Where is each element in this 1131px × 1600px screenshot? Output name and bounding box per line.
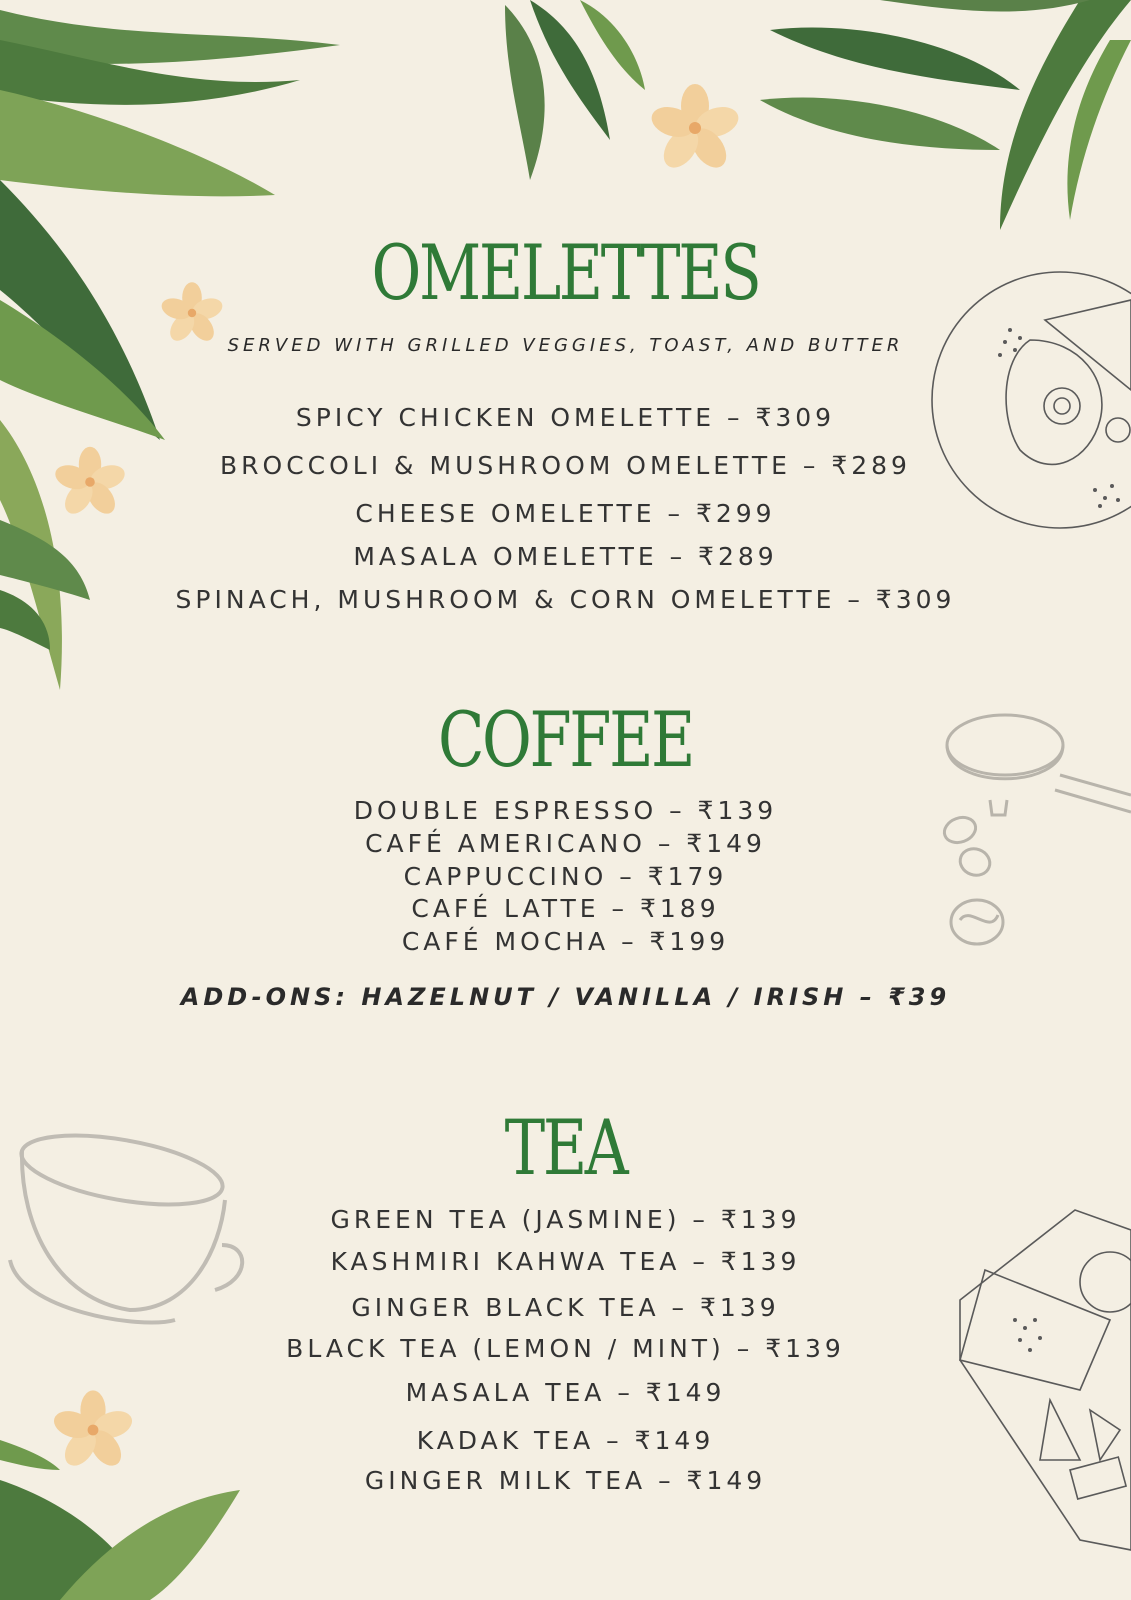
menu-item: CHEESE OMELETTE – ₹299 [355, 499, 776, 528]
menu-item: SPINACH, MUSHROOM & CORN OMELETTE – ₹309 [175, 585, 956, 614]
palm-leaves-icon [505, 0, 645, 180]
menu-item: SPICY CHICKEN OMELETTE – ₹309 [295, 403, 836, 432]
menu-item: KADAK TEA – ₹149 [416, 1426, 715, 1455]
frangipani-flower-icon [648, 84, 742, 174]
tea-title: TEA [504, 1103, 627, 1192]
menu-item: GINGER BLACK TEA – ₹139 [351, 1293, 780, 1322]
menu-item: CAPPUCCINO – ₹179 [403, 862, 728, 891]
palm-leaves-icon [760, 0, 1131, 230]
menu-item: BROCCOLI & MUSHROOM OMELETTE – ₹289 [220, 451, 911, 480]
menu-item: GREEN TEA (JASMINE) – ₹139 [330, 1205, 801, 1234]
menu-item: BLACK TEA (LEMON / MINT) – ₹139 [286, 1334, 845, 1363]
coffee-title: COFFEE [437, 695, 694, 784]
menu-item: MASALA OMELETTE – ₹289 [353, 542, 778, 571]
palm-leaves-icon [0, 1440, 240, 1600]
menu-item: MASALA TEA – ₹149 [405, 1378, 726, 1407]
omelettes-subtitle: SERVED WITH GRILLED VEGGIES, TOAST, AND BUTTER [227, 335, 904, 356]
menu-item: CAFÉ AMERICANO – ₹149 [365, 829, 766, 858]
menu-item: GINGER MILK TEA – ₹149 [364, 1466, 767, 1495]
menu-item: DOUBLE ESPRESSO – ₹139 [353, 796, 778, 825]
menu-item: KASHMIRI KAHWA TEA – ₹139 [330, 1247, 801, 1276]
coffee-addons: ADD-ONS: HAZELNUT / VANILLA / IRISH – ₹39 [180, 983, 951, 1011]
menu-item: CAFÉ LATTE – ₹189 [411, 894, 720, 923]
omelettes-title: OMELETTES [371, 228, 760, 317]
menu-item: CAFÉ MOCHA – ₹199 [401, 927, 730, 956]
